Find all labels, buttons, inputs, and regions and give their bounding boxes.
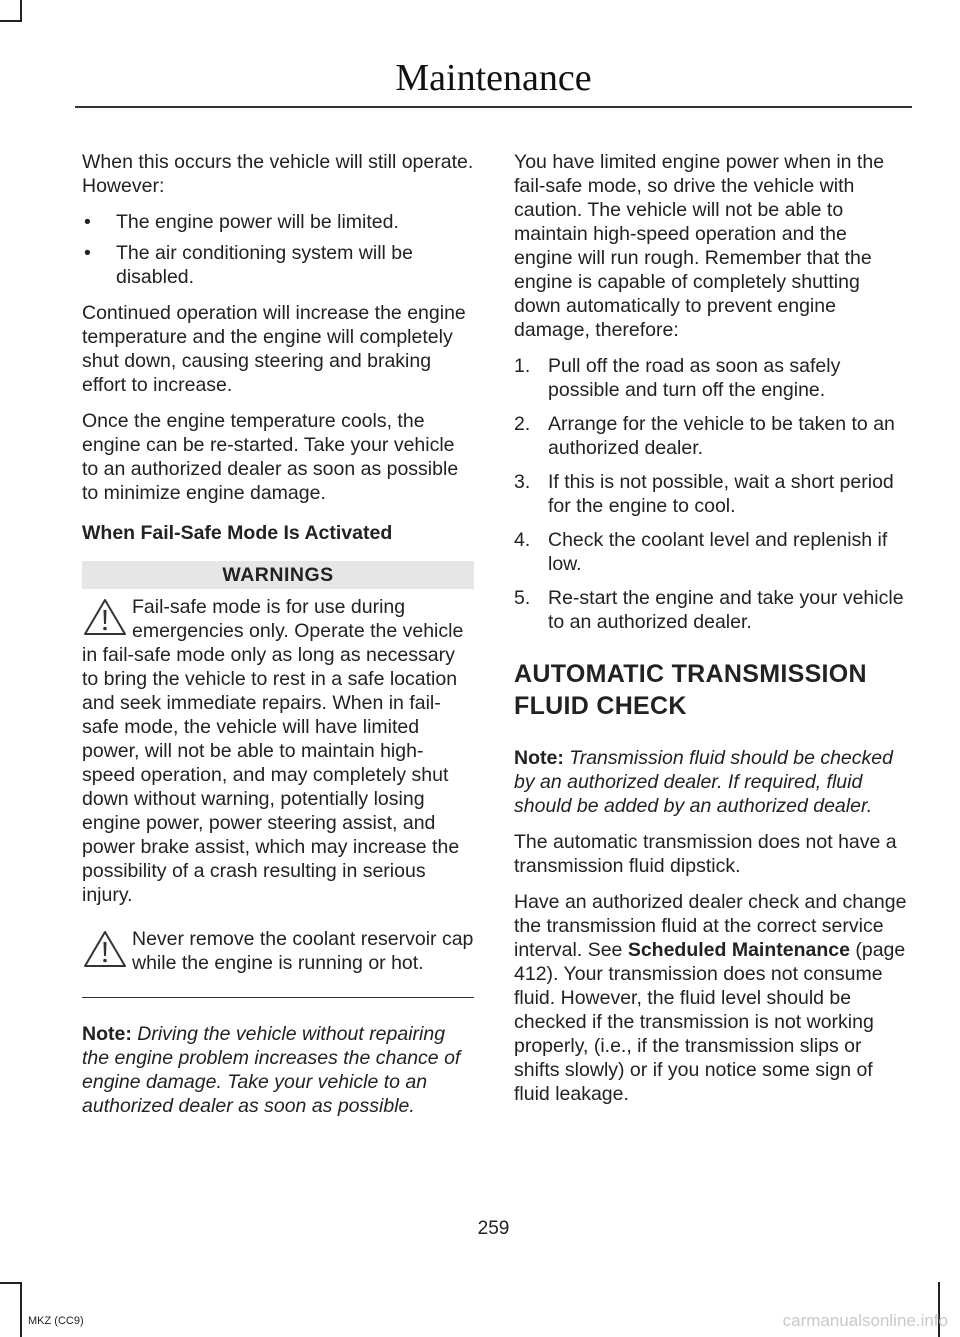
list-item: 2. Arrange for the vehicle to be taken to an authorized dealer. [514,413,895,459]
list-item: 1. Pull off the road as soon as safely possible and turn off the engine. [514,355,841,401]
bullet-list [82,210,474,289]
intro-paragraph: When this occurs the vehicle will still operate. However: [82,151,474,197]
page-number: 259 [477,1218,510,1239]
warning-text: Fail-safe mode is for use during emergencies only. Operate the vehicle in fail-safe mode only as long as necessary to bring the vehicle to rest in a safe location and seek immediate repairs. When in fail-safe mode, the vehicle will have limited power, will not be able to maintain high-speed operation, and may completely shut down without warning, potentially losing engine power, power steering assist, and power brake assist, which may increase the possibility of a crash resulting in serious injury. [82,596,464,906]
right-column [514,150,908,1118]
note-text: Transmission fluid should be checked by an authorized dealer. If required, fluid should be added by an authorized dealer. [514,747,893,817]
warnings-header: WARNINGS [82,561,474,589]
page-title: Maintenance [395,57,592,99]
paragraph: The automatic transmission does not have a transmission fluid dipstick. [514,831,897,877]
bullet-icon: • [84,211,91,233]
warning-triangle-icon [82,929,128,969]
note-text: Driving the vehicle without repairing the engine problem increases the chance of engine damage. Take your vehicle to an authorized dealer as soon as possible. [82,1023,461,1117]
warning-text: Never remove the coolant reservoir cap while the engine is running or hot. [132,928,474,974]
list-item: • The engine power will be limited. [84,211,399,233]
list-item: 4. Check the coolant level and replenish if low. [514,529,888,575]
warnings-end-rule [82,997,474,998]
crop-mark [0,20,22,22]
subheading: When Fail-Safe Mode Is Activated [82,522,393,544]
note-label: Note: [514,747,564,769]
list-item: 3. If this is not possible, wait a short period for the engine to cool. [514,471,894,517]
paragraph: Have an authorized dealer check and change the transmission fluid at the correct service interval. See Scheduled Maintenance (page 412). Your transmission does not consume fluid. However, the fluid level should be checked if the transmission is not working properly, (i.e., if the transmission slips or shifts slowly) or if you notice some sign of fluid leakage. [514,891,907,1105]
warning-block [82,927,474,975]
section-title: AUTOMATIC TRANSMISSION FLUID CHECK [514,660,867,720]
intro-paragraph: You have limited engine power when in the fail-safe mode, so drive the vehicle with caution. The vehicle will not be able to maintain high-speed operation and the engine will run rough. Remember that the engine is capable of completely shutting down automatically to prevent engine damage, therefore: [514,151,885,341]
crop-mark [0,1282,22,1284]
crop-mark [20,0,22,22]
numbered-steps [514,354,908,634]
list-item: • The air conditioning system will be disabled. [84,242,413,288]
paragraph: Continued operation will increase the engine temperature and the engine will completely shut down, causing steering and braking effort to increase. [82,302,466,396]
model-code: MKZ (CC9) [28,1315,84,1327]
left-column [82,150,474,1130]
note-label: Note: [82,1023,132,1045]
paragraph: Once the engine temperature cools, the engine can be re-started. Take your vehicle to an authorized dealer as soon as possible to minimize engine damage. [82,410,459,504]
crop-mark [20,1282,22,1337]
note [82,1022,474,1118]
watermark: carmanualsonline.info [782,1311,948,1330]
cross-reference-link[interactable]: Scheduled Maintenance [627,939,850,961]
warning-block [82,595,474,907]
header-rule [75,106,912,108]
warning-triangle-icon [82,597,128,637]
list-item: 5. Re-start the engine and take your vehicle to an authorized dealer. [514,587,904,633]
note [514,746,908,818]
bullet-icon: • [84,242,91,264]
